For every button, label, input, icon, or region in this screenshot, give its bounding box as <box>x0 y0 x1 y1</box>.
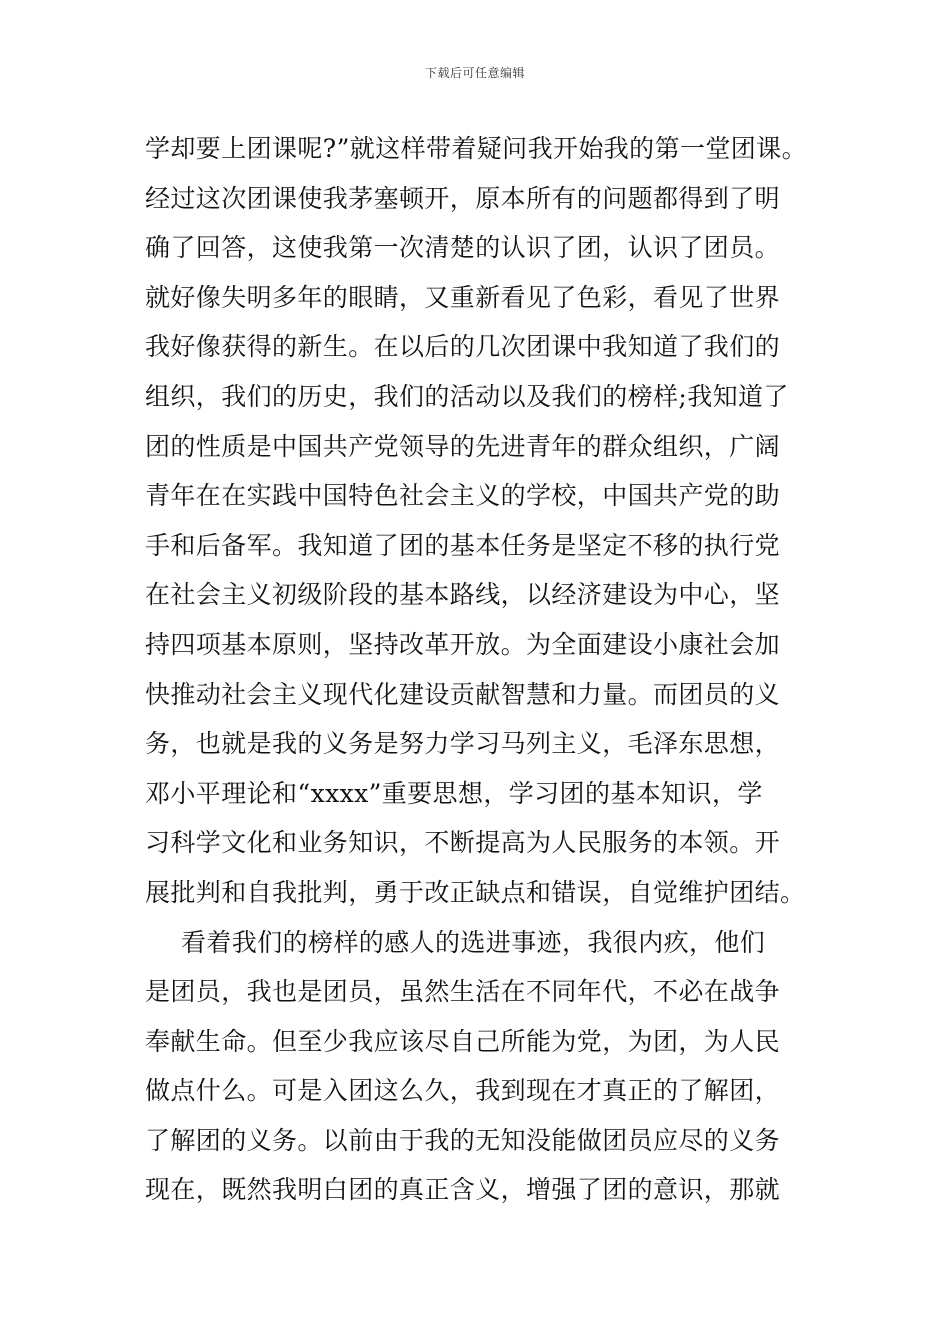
text-line: 务，也就是我的义务是努力学习马列主义，毛泽东思想， <box>145 729 781 759</box>
text-line: 就好像失明多年的眼睛，又重新看见了色彩，看见了世界 <box>145 282 781 312</box>
text-line: 在社会主义初级阶段的基本路线，以经济建设为中心，坚 <box>145 580 781 610</box>
paragraph <box>145 918 825 1216</box>
page-header: 下载后可任意编辑 <box>424 66 525 80</box>
text-line: 青年在在实践中国特色社会主义的学校，中国共产党的助 <box>145 481 781 511</box>
text-line: 组织，我们的历史，我们的活动以及我们的榜样;我知道了 <box>145 381 789 411</box>
document-body <box>145 124 825 1215</box>
text-line: 快推动社会主义现代化建设贡献智慧和力量。而团员的义 <box>145 679 781 709</box>
text-line: 是团员，我也是团员，虽然生活在不同年代，不必在战争 <box>145 977 781 1007</box>
text-line: 看着我们的榜样的感人的选进事迹，我很内疚，他们 <box>181 927 766 957</box>
text-line: 我好像获得的新生。在以后的几次团课中我知道了我们的 <box>145 332 781 362</box>
text-line: 手和后备军。我知道了团的基本任务是坚定不移的执行党 <box>145 530 781 560</box>
text-line: 奉献生命。但至少我应该尽自己所能为党，为团，为人民 <box>145 1026 781 1056</box>
text-line: 了解团的义务。以前由于我的无知没能做团员应尽的义务 <box>145 1125 781 1155</box>
text-line: 团的性质是中国共产党领导的先进青年的群众组织，广阔 <box>145 431 781 461</box>
text-line: 现在，既然我明白团的真正含义，增强了团的意识，那就 <box>145 1175 781 1205</box>
text-line: 邓小平理论和“xxxx”重要思想，学习团的基本知识，学 <box>145 778 763 808</box>
text-line: 持四项基本原则，坚持改革开放。为全面建设小康社会加 <box>145 629 781 659</box>
text-line: 学却要上团课呢?”就这样带着疑问我开始我的第一堂团课。 <box>145 134 807 163</box>
text-line: 习科学文化和业务知识，不断提高为人民服务的本领。开 <box>145 828 781 858</box>
text-line: 确了回答，这使我第一次清楚的认识了团，认识了团员。 <box>145 233 781 263</box>
text-line: 展批判和自我批判，勇于改正缺点和错误，自觉维护团结。 <box>145 877 806 907</box>
text-line: 做点什么。可是入团这么久，我到现在才真正的了解团， <box>145 1076 781 1106</box>
text-line: 经过这次团课使我茅塞顿开，原本所有的问题都得到了明 <box>145 183 781 213</box>
paragraph <box>145 124 825 918</box>
